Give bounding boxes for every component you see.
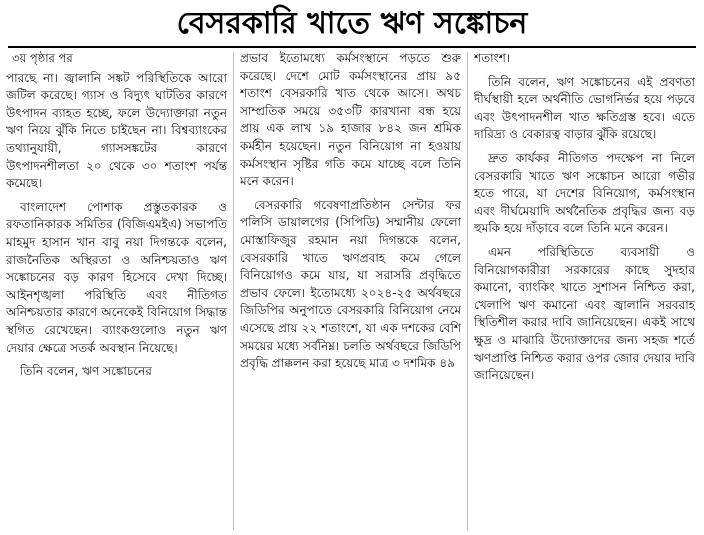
- paragraph: পারছে না। জ্বালানি সঙ্কট পরিস্থিতিকে আরো জটিল করেছে। গ্যাস ও বিদ্যুৎ ঘাটতির কারণে উৎপাদন ব্যাহত হচ্ছে, ফলে উদ্যোক্তারা নতুন ঋণ নিয়ে ঝুঁকি নিতে চাইছেন না। বিশ্বব্যাংকের তথ্যানুযায়ী, গ্যাসসঙ্কটের কারণে উৎপাদনশীলতা ২০ থেকে ৩০ শতাংশ পর্যন্ত কমেছে।: [6, 70, 227, 191]
- paragraph: প্রভাব ইতোমধ্যে কর্মসংস্থানে পড়তে শুরু করেছে। দেশে মোট কর্মসংস্থানের প্রায় ৯৫ শতাংশ বেসরকারি খাত থেকে আসে। অথচ সাম্প্রতিক সময়ে ৩৫৩টি কারখানা বন্ধ হয়ে প্রায় এক লাখ ১৯ হাজার ৮৪২ জন শ্রমিক কর্মহীন হয়েছেন। নতুন বিনিয়োগ না হওয়ায় কর্মসংস্থান সৃষ্টির গতি কমে যাচ্ছে বলে তিনি মনে করেন।: [240, 51, 461, 189]
- headline: বেসরকারি খাতে ঋণ সঙ্কোচন: [176, 6, 528, 41]
- column-1: [6, 50, 227, 532]
- paragraph: বাংলাদেশ পোশাক প্রস্তুতকারক ও রফতানিকারক সমিতির (বিজিএমইএ) সভাপতি মাহমুদ হাসান খান বাবু নয়া দিগন্তকে বলেন, রাজনৈতিক অস্থিরতা ও অনিশ্চয়তাও ঋণ সঙ্কোচনের বড় কারণ হিসেবে দেখা দিচ্ছে। আইনশৃঙ্খলা পরিস্থিতি এবং নীতিগত অনিশ্চয়তার কারণে অনেকেই বিনিয়োগ সিদ্ধান্ত স্থগিত রেখেছেন। ব্যাংকগুলোও নতুন ঋণ দেয়ার ক্ষেত্রে সতর্ক অবস্থান নিয়েছে।: [6, 199, 227, 355]
- paragraph: তিনি বলেন, ঋণ সঙ্কোচনের: [20, 364, 152, 379]
- headline-rule: [8, 46, 696, 48]
- paragraph: দ্রুত কার্যকর নীতিগত পদক্ষেপ না নিলে বেসরকারি খাতে ঋণ সঙ্কোচন আরো গভীর হতে পারে, যা দেশের বিনিয়োগ, কর্মসংস্থান এবং দীর্ঘমেয়াদি অর্থনৈতিক প্রবৃদ্ধির জন্য বড় হুমকি হয়ে দাঁড়াবে বলে তিনি মনে করেন।: [474, 150, 695, 236]
- paragraph: তিনি বলেন, ঋণ সঙ্কোচনের এই প্রবণতা দীর্ঘস্থায়ী হলে অর্থনীতি ভোগনির্ভর হয়ে পড়বে এবং উৎপাদনশীল খাত ক্ষতিগ্রস্ত হবে। এতে দারিদ্র্য ও বেকারত্ব বাড়ার ঝুঁকি রয়েছে।: [474, 74, 695, 142]
- column-3: [474, 50, 695, 532]
- paragraph: এমন পরিস্থিতিতে ব্যবসায়ী ও বিনিয়োগকারীরা সরকারের কাছে সুদহার কমানো, ব্যাংকিং খাতে সুশাসন নিশ্চিত করা, খেলাপি ঋণ কমানো এবং জ্বালানি সরবরাহ স্থিতিশীল করার দাবি জানিয়েছেন। একই সাথে ক্ষুদ্র ও মাঝারি উদ্যোক্তাদের জন্য সহজ শর্তে ঋণপ্রাপ্তি নিশ্চিত করার ওপর জোর দেয়ার দাবি জানিয়েছেন।: [474, 244, 695, 383]
- jump-line: ৩য় পৃষ্ঠার পর: [12, 51, 73, 65]
- column-divider: [467, 52, 468, 530]
- paragraph: শতাংশ।: [474, 51, 511, 65]
- paragraph: বেসরকারি গবেষণাপ্রতিষ্ঠান সেন্টার ফর পলিসি ডায়ালগের (সিপিডি) সম্মানীয় ফেলো মোস্তাফিজুর রহমান নয়া দিগন্তকে বলেন, বেসরকারি খাতে ঋণপ্রবাহ কমে গেলে বিনিয়োগও কমে যায়, যা সরাসরি প্রবৃদ্ধিতে প্রভাব ফেলে। ইতোমধ্যে ২০২৪-২৫ অর্থবছরে জিডিপির অনুপাতে বেসরকারি বিনিয়োগ নেমে এসেছে প্রায় ২২ শতাংশে, যা এক দশকের বেশি সময়ের মধ্যে সর্বনিম্ন। চলতি অর্থবছরে জিডিপি প্রবৃদ্ধি প্রাক্কলন করা হয়েছে মাত্র ৩ দশমিক ৪৯: [240, 197, 461, 371]
- column-2: [240, 50, 461, 532]
- column-divider: [233, 52, 234, 530]
